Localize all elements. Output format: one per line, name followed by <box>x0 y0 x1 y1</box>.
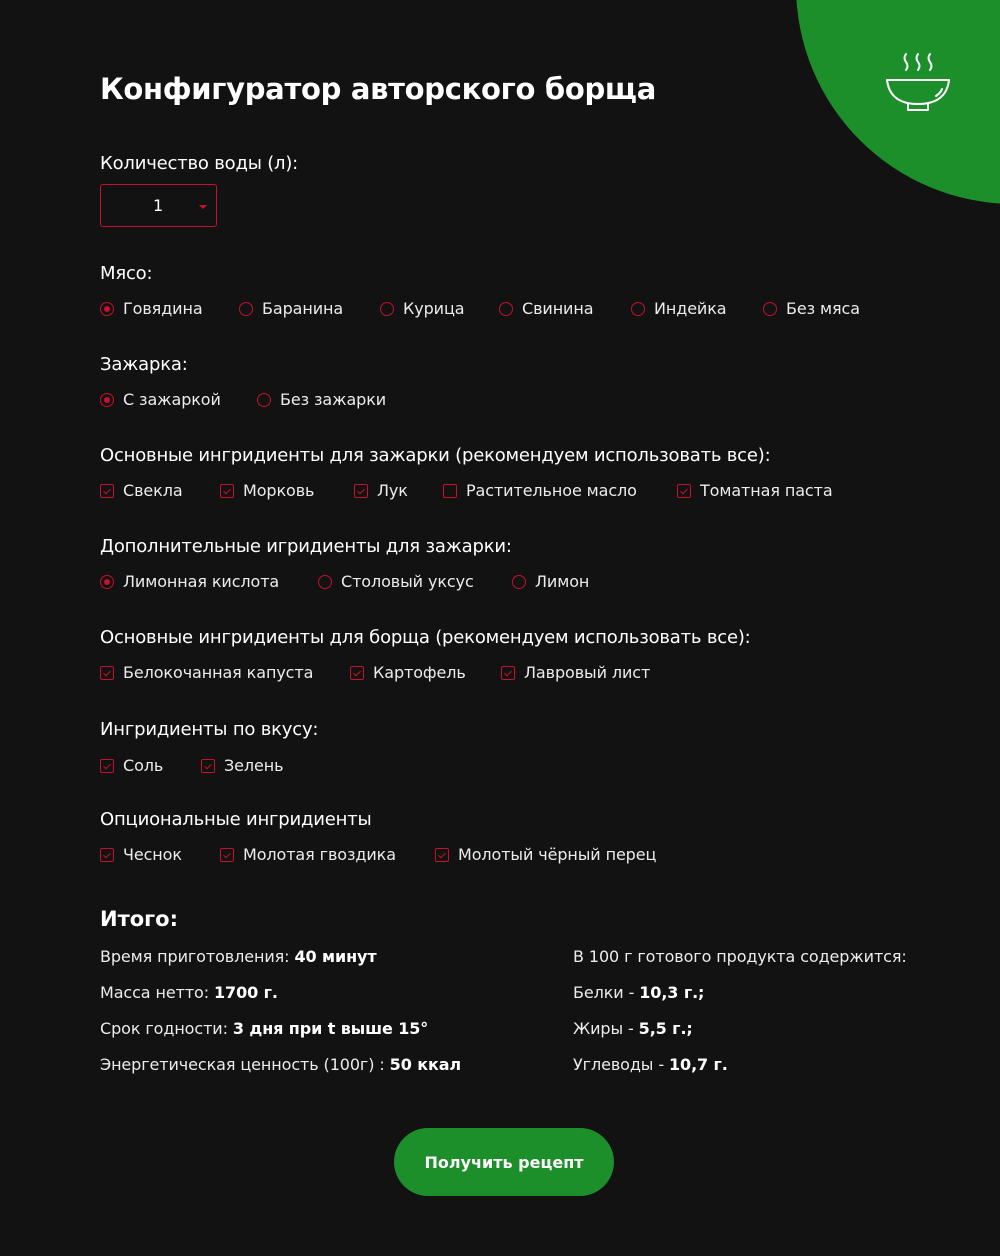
option-label: Соль <box>123 756 164 775</box>
option-label: Зелень <box>224 756 284 775</box>
checkbox-checked-icon[interactable] <box>100 484 114 498</box>
radio-selected-icon[interactable] <box>100 302 114 316</box>
option-label: Курица <box>403 299 465 318</box>
fry-main-label: Основные ингридиенты для зажарки (рекомендуем использовать все): <box>100 445 771 466</box>
summary-energy: Энергетическая ценность (100г) : 50 ккал <box>100 1055 462 1074</box>
checkbox-checked-icon[interactable] <box>100 759 114 773</box>
option-label: Белокочанная капуста <box>123 663 314 682</box>
checkbox-checked-icon[interactable] <box>501 666 515 680</box>
checkbox-checked-icon[interactable] <box>354 484 368 498</box>
radio-icon[interactable] <box>380 302 394 316</box>
fry-label: Зажарка: <box>100 354 188 375</box>
radio-icon[interactable] <box>499 302 513 316</box>
taste-label: Ингридиенты по вкусу: <box>100 719 319 740</box>
option-label: Лимонная кислота <box>123 572 280 591</box>
summary-fat: Жиры - 5,5 г.; <box>573 1019 693 1038</box>
option-label: Баранина <box>262 299 344 318</box>
summary-protein: Белки - 10,3 г.; <box>573 983 705 1002</box>
water-label: Количество воды (л): <box>100 153 299 174</box>
radio-icon[interactable] <box>239 302 253 316</box>
get-recipe-button[interactable]: Получить рецепт <box>394 1128 614 1196</box>
water-select-value: 1 <box>153 196 164 215</box>
option-label: Молотая гвоздика <box>243 845 396 864</box>
option-label: Лимон <box>535 572 590 591</box>
option-label: Свинина <box>522 299 594 318</box>
bowl-soup-icon <box>884 50 952 114</box>
option-label: Растительное масло <box>466 481 637 500</box>
option-label: Без мяса <box>786 299 860 318</box>
chevron-down-icon <box>199 205 207 209</box>
water-select[interactable] <box>100 184 217 227</box>
option-label: Чеснок <box>123 845 182 864</box>
checkbox-icon[interactable] <box>443 484 457 498</box>
option-label: Морковь <box>243 481 315 500</box>
checkbox-checked-icon[interactable] <box>435 848 449 862</box>
summary-carbs: Углеводы - 10,7 г. <box>573 1055 728 1074</box>
summary-cooking-time: Время приготовления: 40 минут <box>100 947 377 966</box>
option-label: Лавровый лист <box>524 663 651 682</box>
option-label: Молотый чёрный перец <box>458 845 657 864</box>
option-label: Без зажарки <box>280 390 387 409</box>
option-label: Говядина <box>123 299 203 318</box>
option-label: Свекла <box>123 481 183 500</box>
option-label: С зажаркой <box>123 390 221 409</box>
page-title: Конфигуратор авторского борща <box>100 72 656 106</box>
radio-selected-icon[interactable] <box>100 393 114 407</box>
option-label: Лук <box>377 481 408 500</box>
radio-icon[interactable] <box>318 575 332 589</box>
radio-icon[interactable] <box>512 575 526 589</box>
summary-heading: Итого: <box>100 907 178 931</box>
fry-extra-label: Дополнительные игридиенты для зажарки: <box>100 536 512 557</box>
radio-icon[interactable] <box>257 393 271 407</box>
radio-icon[interactable] <box>631 302 645 316</box>
checkbox-checked-icon[interactable] <box>220 484 234 498</box>
checkbox-checked-icon[interactable] <box>677 484 691 498</box>
option-label: Картофель <box>373 663 466 682</box>
option-label: Индейка <box>654 299 727 318</box>
borsch-main-label: Основные ингридиенты для борща (рекомендуем использовать все): <box>100 627 751 648</box>
summary-net-mass: Масса нетто: 1700 г. <box>100 983 278 1002</box>
checkbox-checked-icon[interactable] <box>220 848 234 862</box>
meat-label: Мясо: <box>100 263 153 284</box>
radio-selected-icon[interactable] <box>100 575 114 589</box>
checkbox-checked-icon[interactable] <box>100 848 114 862</box>
option-label: Столовый уксус <box>341 572 474 591</box>
checkbox-checked-icon[interactable] <box>350 666 364 680</box>
checkbox-checked-icon[interactable] <box>100 666 114 680</box>
summary-shelf-life: Срок годности: 3 дня при t выше 15° <box>100 1019 429 1038</box>
optional-label: Опциональные ингридиенты <box>100 809 372 830</box>
checkbox-checked-icon[interactable] <box>201 759 215 773</box>
radio-icon[interactable] <box>763 302 777 316</box>
summary-nutrition-title: В 100 г готового продукта содержится: <box>573 947 907 966</box>
option-label: Томатная паста <box>700 481 833 500</box>
